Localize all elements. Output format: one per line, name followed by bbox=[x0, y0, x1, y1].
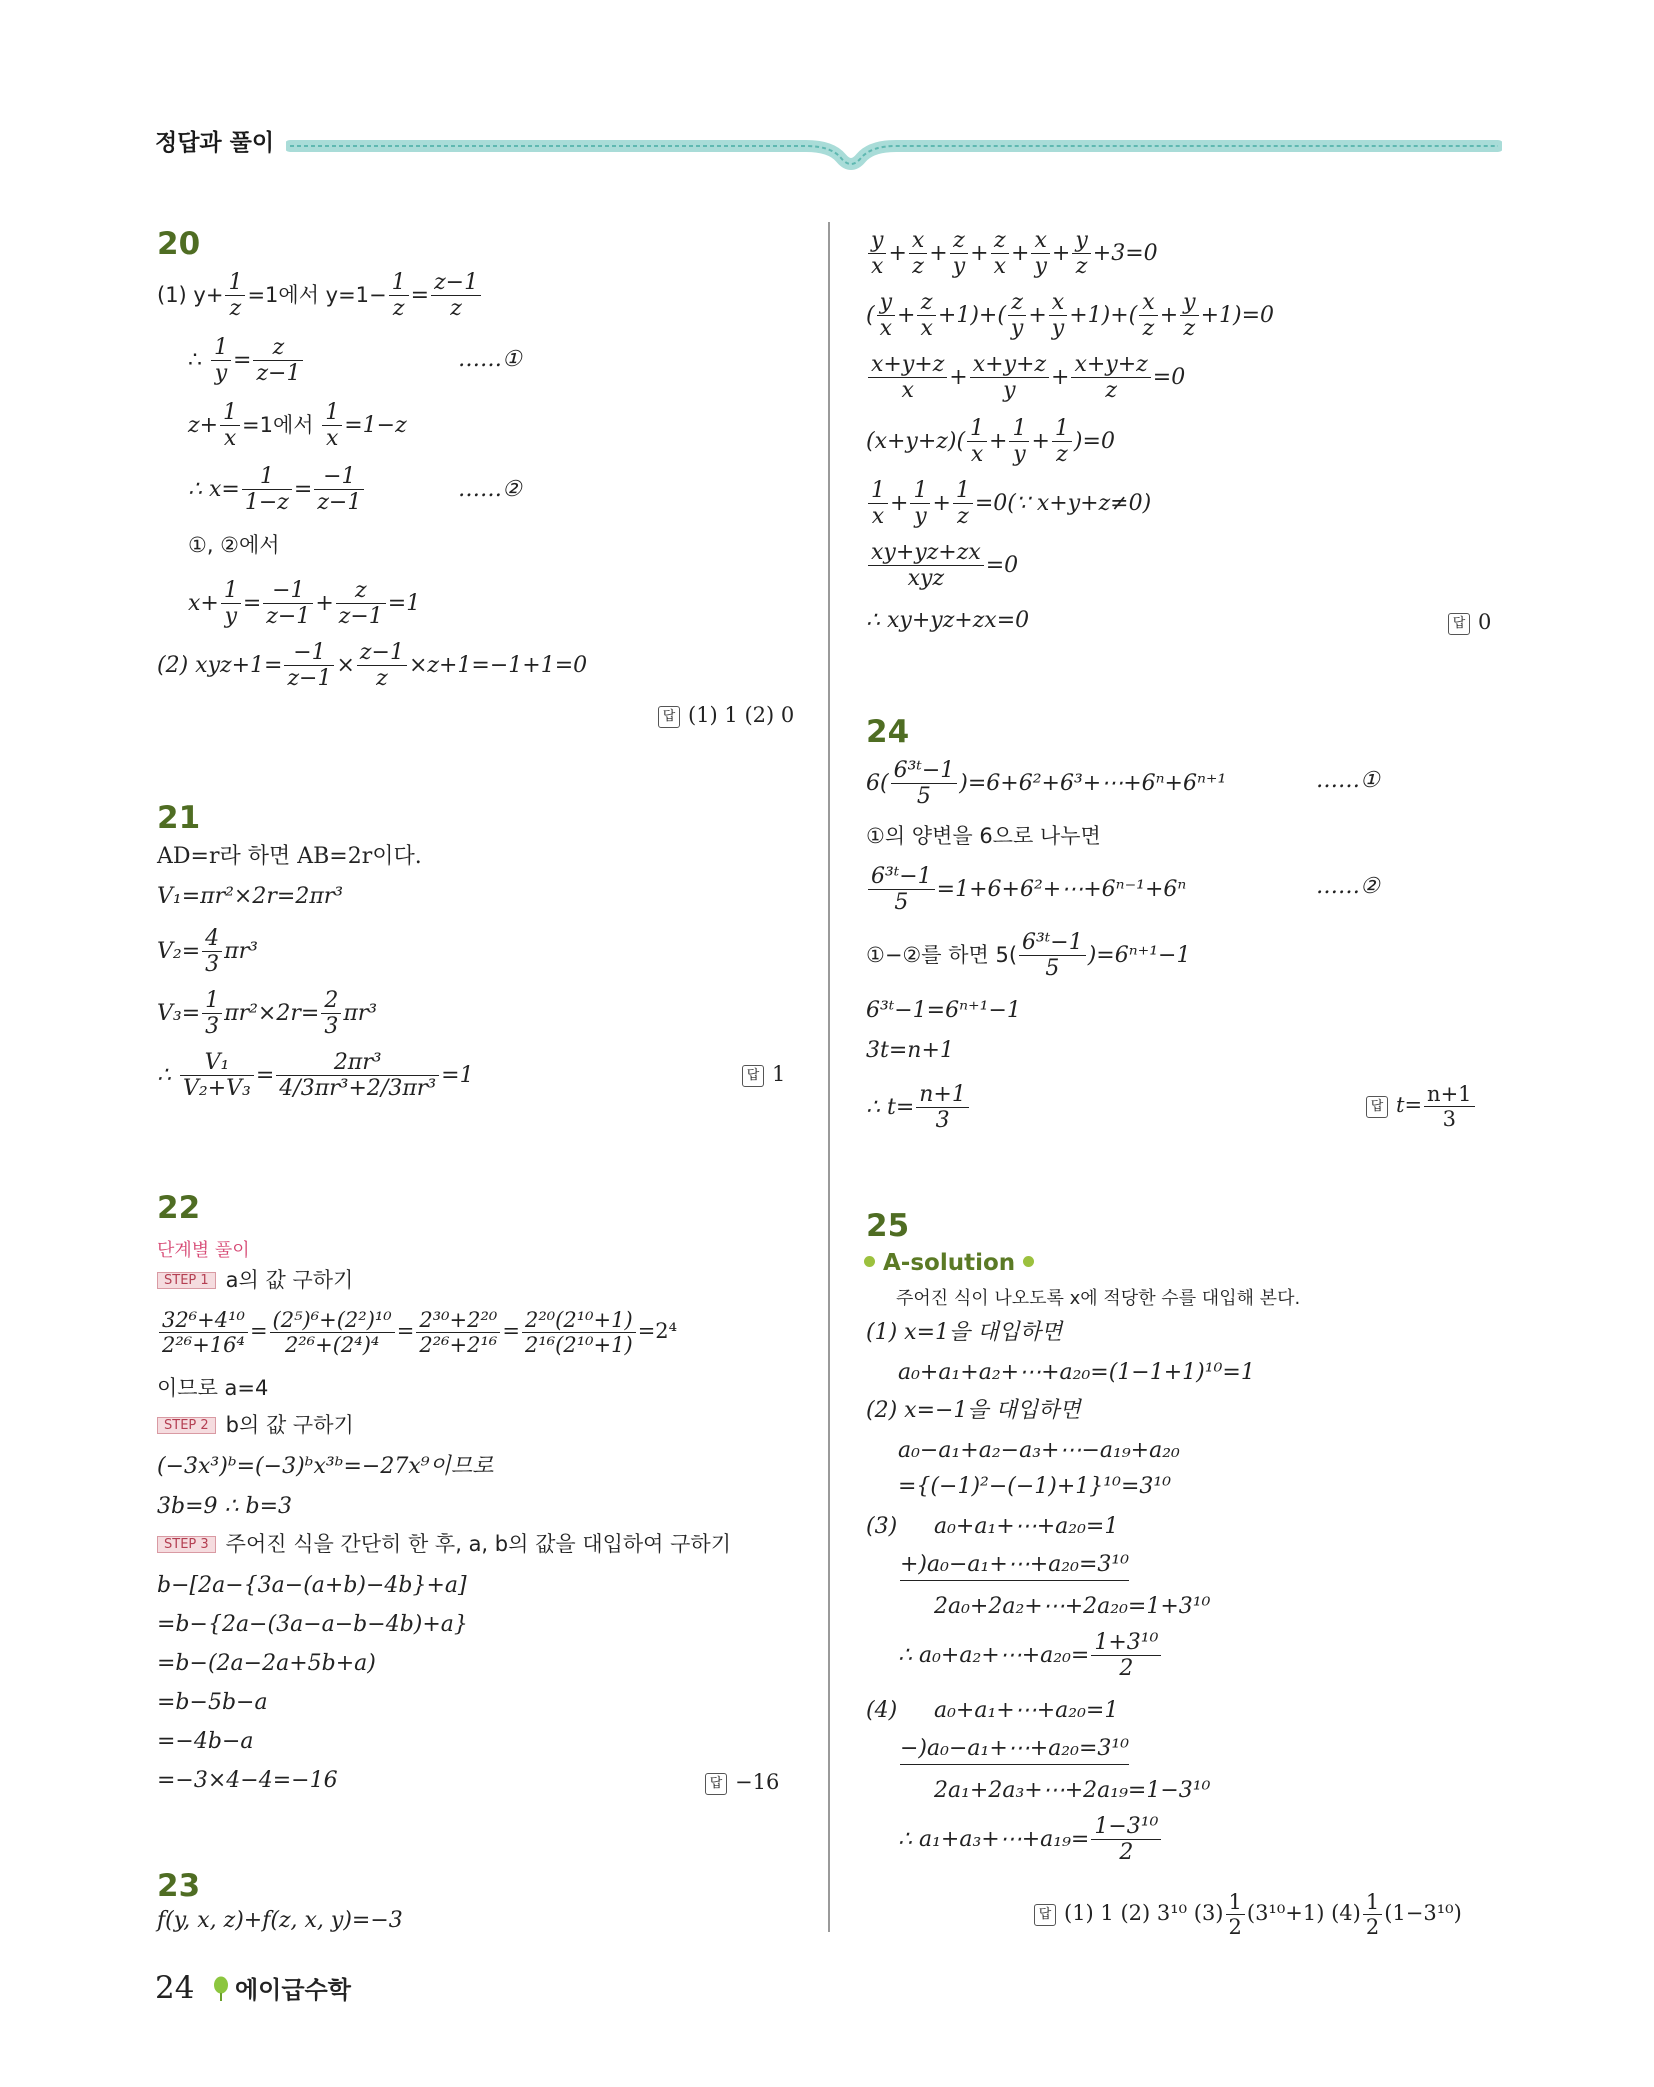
question-number-21: 21 bbox=[157, 800, 201, 836]
q24-marker-1: ……① bbox=[1316, 768, 1380, 793]
q20-line-5: ①, ②에서 bbox=[188, 533, 280, 557]
answer-mark-icon: 답 bbox=[1034, 1904, 1056, 1926]
q23-right-line-6: $\frac{xy+yz+zx}{\text{xyz}}$ =0 bbox=[866, 540, 1018, 592]
q20-line-1: (1) y+ $\frac{1}{z}$ =1에서 y=1− $\frac{1}{z}$ = $\frac{z-1}{z}$ bbox=[157, 270, 483, 322]
q24-answer: 답 t= $\frac{n+1}{3}$ bbox=[1366, 1082, 1477, 1131]
q24-line-7: ∴ t= $\frac{n+1}{3}$ bbox=[866, 1082, 971, 1134]
q22-line-2: 이므로 a=4 bbox=[157, 1376, 269, 1400]
q25-line-8: 2a₀+2a₂+⋯+2a₂₀=1+3¹⁰ bbox=[934, 1594, 1211, 1619]
q23-line-1: f(y, x, z)+f(z, x, y)=−3 bbox=[157, 1908, 403, 1933]
page-header-title: 정답과 풀이 bbox=[155, 130, 275, 156]
q22-line-6: =b−{2a−(3a−a−b−4b)+a} bbox=[157, 1612, 468, 1637]
q22-eq-1: $\frac{\text{32⁶+4¹⁰}}{\text{2²⁶+16⁴}}$ = $\frac{\text{(2⁵)⁶+(2²)¹⁰}}{\text{2²⁶+(2⁴)⁴}}$ = $\frac{\text{2³⁰+2²⁰}}{\text{2²⁶+2¹⁶}}$ = $\frac{\text{2²⁰(2¹⁰+1)}}{\text{2¹⁶(2¹⁰+1)}}$ =2⁴ bbox=[157, 1308, 677, 1357]
q21-line-2: V₁=πr²×2r=2πr³ bbox=[157, 884, 344, 909]
q20-answer: 답 (1) 1 (2) 0 bbox=[658, 703, 794, 728]
question-number-23: 23 bbox=[157, 1868, 201, 1904]
q20-line-4: ∴ x= $\frac{1}{1-z}$ = $\frac{-1}{z-1}$ bbox=[188, 464, 366, 516]
question-number-24: 24 bbox=[866, 714, 910, 750]
answer-mark-icon: 답 bbox=[705, 1773, 727, 1795]
q25-line-5: ={(−1)²−(−1)+1}¹⁰=3¹⁰ bbox=[898, 1474, 1172, 1499]
q25-line-1: (1) x=1을 대입하면 bbox=[866, 1320, 1063, 1345]
q25-line-12: 2a₁+2a₃+⋯+2a₁₉=1−3¹⁰ bbox=[934, 1778, 1211, 1803]
answer-mark-icon: 답 bbox=[658, 706, 680, 728]
question-number-25: 25 bbox=[866, 1208, 910, 1244]
q25-line-6: a₀+a₁+⋯+a₂₀=1 bbox=[934, 1514, 1119, 1539]
q23-right-line-5: $\frac{1}{x}$ + $\frac{1}{y}$ + $\frac{1}{z}$ =0(∵ x+y+z≠0) bbox=[866, 478, 1151, 530]
step-badge: STEP 2 bbox=[157, 1417, 216, 1434]
green-dot-icon bbox=[864, 1256, 875, 1267]
q23-right-line-1: $\frac{y}{x}$ + $\frac{x}{z}$ + $\frac{z}{y}$ + $\frac{z}{x}$ + $\frac{x}{y}$ + $\frac{y}{z}$ +3=0 bbox=[866, 228, 1158, 280]
q22-step2: STEP 2 b의 값 구하기 bbox=[157, 1415, 354, 1437]
green-dot-icon bbox=[1023, 1256, 1034, 1267]
stepwise-solution-label: 단계별 풀이 bbox=[157, 1240, 250, 1261]
answer-mark-icon: 답 bbox=[1366, 1096, 1388, 1118]
q25-line-7: +)a₀−a₁+⋯+a₂₀=3¹⁰ bbox=[900, 1554, 1129, 1581]
q25-line-10-label: (4) bbox=[866, 1698, 898, 1723]
q20-line-7: (2) xyz+1= $\frac{-1}{z-1}$ × $\frac{z-1}{z}$ ×z+1=−1+1=0 bbox=[157, 640, 588, 692]
q22-line-5: b−[2a−{3a−(a+b)−4b}+a] bbox=[157, 1573, 467, 1598]
q21-line-1: AD=r라 하면 AB=2r이다. bbox=[157, 844, 422, 869]
q22-line-3: (−3x³)ᵇ=(−3)ᵇx³ᵇ=−27x⁹이므로 bbox=[157, 1454, 494, 1479]
q22-step1: STEP 1 a의 값 구하기 bbox=[157, 1270, 353, 1292]
q24-line-3: $\frac{\text{6³ᵗ−1}}{5}$ =1+6+6²+⋯+6ⁿ⁻¹+6ⁿ bbox=[866, 864, 1186, 916]
q21-line-5: ∴ $\frac{\text{V₁}}{\text{V₂+V₃}}$ = $\frac{\text{2πr³}}{\text{4/3πr³+2/3πr³}}$ =1 bbox=[157, 1050, 474, 1102]
step-badge: STEP 1 bbox=[157, 1272, 216, 1289]
q20-line-3: z+ $\frac{1}{x}$ =1에서 $\frac{1}{x}$ =1−z bbox=[188, 400, 407, 452]
q22-answer: 답 −16 bbox=[705, 1770, 779, 1795]
q22-step3: STEP 3 주어진 식을 간단히 한 후, a, b의 값을 대입하여 구하기 bbox=[157, 1534, 731, 1556]
column-divider bbox=[828, 222, 830, 1932]
q24-line-1: 6( $\frac{\text{6³ᵗ−1}}{5}$ )=6+6²+6³+⋯+6ⁿ+6ⁿ⁺¹ bbox=[866, 758, 1227, 810]
q20-line-2: ∴ $\frac{1}{y}$ = $\frac{z}{z-1}$ bbox=[188, 335, 305, 387]
question-number-20: 20 bbox=[157, 226, 201, 262]
q25-line-9: ∴ a₀+a₂+⋯+a₂₀= $\frac{\text{1+3¹⁰}}{2}$ bbox=[898, 1630, 1163, 1682]
q25-line-6-label: (3) bbox=[866, 1514, 898, 1539]
brand-logo: 에이급수학 bbox=[213, 1970, 351, 2005]
q22-line-7: =b−(2a−2a+5b+a) bbox=[157, 1651, 376, 1676]
answer-mark-icon: 답 bbox=[1448, 613, 1470, 635]
q22-line-10: =−3×4−4=−16 bbox=[157, 1768, 338, 1793]
q24-line-4: ①−②를 하면 5( $\frac{\text{6³ᵗ−1}}{5}$ )=6ⁿ⁺¹−1 bbox=[866, 930, 1191, 982]
q20-marker-1: ……① bbox=[458, 347, 522, 372]
q20-line-6: x+ $\frac{1}{y}$ = $\frac{-1}{z-1}$ + $\frac{z}{z-1}$ =1 bbox=[188, 578, 421, 630]
q23-right-line-7: ∴ xy+yz+zx=0 bbox=[866, 608, 1030, 633]
q22-line-9: =−4b−a bbox=[157, 1729, 254, 1754]
q22-line-4: 3b=9 ∴ b=3 bbox=[157, 1494, 293, 1519]
answer-mark-icon: 답 bbox=[742, 1065, 764, 1087]
q23-right-line-4: (x+y+z)( $\frac{1}{x}$ + $\frac{1}{y}$ + $\frac{1}{z}$ )=0 bbox=[866, 416, 1115, 468]
q23-right-line-3: $\frac{x+y+z}{x}$ + $\frac{x+y+z}{y}$ + $\frac{x+y+z}{z}$ =0 bbox=[866, 352, 1185, 404]
q25-line-3: (2) x=−1을 대입하면 bbox=[866, 1398, 1081, 1423]
q24-marker-2: ……② bbox=[1316, 874, 1380, 899]
page-number: 24 bbox=[155, 1970, 195, 2006]
q21-line-3: V₂= $\frac{4}{3}$ πr³ bbox=[157, 926, 258, 978]
q21-answer: 답 1 bbox=[742, 1062, 785, 1087]
q25-line-2: a₀+a₁+a₂+⋯+a₂₀=(1−1+1)¹⁰=1 bbox=[898, 1360, 1255, 1385]
q20-marker-2: ……② bbox=[458, 477, 522, 502]
q25-line-13: ∴ a₁+a₃+⋯+a₁₉= $\frac{\text{1−3¹⁰}}{2}$ bbox=[898, 1814, 1163, 1866]
balloon-icon bbox=[213, 1976, 229, 2002]
step-badge: STEP 3 bbox=[157, 1536, 216, 1553]
q21-line-4: V₃= $\frac{1}{3}$ πr²×2r= $\frac{2}{3}$ πr³ bbox=[157, 988, 378, 1040]
q25-hint: 주어진 식이 나오도록 x에 적당한 수를 대입해 본다. bbox=[896, 1288, 1301, 1309]
q24-line-2: ①의 양변을 6으로 나누면 bbox=[866, 824, 1101, 848]
q23-right-line-2: ( $\frac{y}{x}$ + $\frac{z}{x}$ +1)+( $\frac{z}{y}$ + $\frac{x}{y}$ +1)+( $\frac{x}{z}$ + $\frac{y}{z}$ +1)=0 bbox=[866, 290, 1275, 342]
q25-line-10: a₀+a₁+⋯+a₂₀=1 bbox=[934, 1698, 1119, 1723]
q23-answer: 답 0 bbox=[1448, 610, 1491, 635]
q25-answer: 답 (1) 1 (2) 3¹⁰ (3) $\frac{1}{2}$ (3¹⁰+1) (4) $\frac{1}{2}$ (1−3¹⁰) bbox=[1034, 1890, 1462, 1939]
q22-line-8: =b−5b−a bbox=[157, 1690, 268, 1715]
q24-line-5: 6³ᵗ−1=6ⁿ⁺¹−1 bbox=[866, 998, 1021, 1023]
header-ribbon bbox=[286, 116, 1502, 176]
q25-line-4: a₀−a₁+a₂−a₃+⋯−a₁₉+a₂₀ bbox=[898, 1438, 1180, 1463]
q25-line-11: −)a₀−a₁+⋯+a₂₀=3¹⁰ bbox=[900, 1738, 1129, 1765]
q24-line-6: 3t=n+1 bbox=[866, 1038, 954, 1063]
question-number-22: 22 bbox=[157, 1190, 201, 1226]
a-solution-heading: A-solution bbox=[864, 1250, 1042, 1276]
